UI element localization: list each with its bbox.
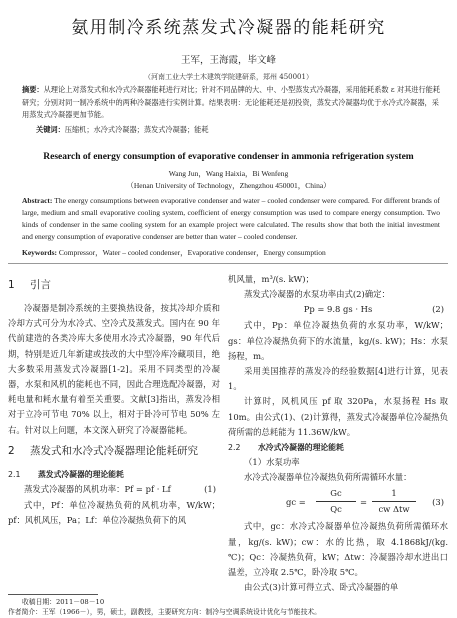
calculation-paragraph: 计算时，风机风压 pf 取 320Pa，水泵扬程 Hs 取 10m。由公式(1)、(2)计算得，蒸发式冷凝器单位冷凝热负荷所需的总耗能为 11.36W/kW。 [228,396,448,437]
fraction-bar [316,501,356,502]
equation-2-line [228,302,448,318]
pump-power-item: （1）水泵功率 [244,457,300,468]
subsection-2-1-number: 2.1 [8,469,21,479]
section-2-title: 蒸发式和水冷式冷凝器理论能耗研究 [30,444,198,457]
abstract-cn [22,84,440,122]
affiliation-en: （Henan University of Technology，Zhengzhou 450001，China） [126,181,331,190]
equation-3-equals: = [360,497,368,508]
equation-2-number: (2) [432,304,444,315]
authors-en: Wang Jun，Wang Haixia，Bi Wenfeng [168,169,289,178]
authors-cn: 王军，王海霞，毕文峰 [180,55,276,66]
abstract-cn-text: 从理论上对蒸发式和水冷式冷凝器能耗进行对比；针对不同品牌的大、中、小型蒸发式冷凝器，采用能耗系数 ε 对其进行能耗研究；分别对同一制冷系统中的两种冷凝器进行实例计算。结果表明：无论能耗还是初投资，蒸发式冷凝器均优于水冷式冷凝器，采用蒸发式冷凝器更加节能。 [22,85,441,119]
calculation-intro: 采用美国推荐的蒸发冷的经验数据[4]进行计算，见表 1。 [228,366,448,392]
keywords-cn [36,125,436,135]
equation-3-lhs: gc = [286,497,306,508]
affiliation-cn: （河南工业大学土木建筑学院建研系，郑州 450001） [144,73,313,81]
equation-3-fraction-2 [372,487,416,516]
subsection-2-1-heading [8,467,220,482]
section-2-heading [8,444,220,459]
subsection-2-1-title: 蒸发式冷凝器的理论能耗 [38,469,124,479]
abstract-en [22,195,440,243]
subsection-2-2-number: 2.2 [228,443,241,453]
subsection-2-2-title: 水冷式冷凝器的理论能耗 [258,443,344,453]
equation-1-description: 式中，Pf：单位冷凝热负荷的风机功率，W/kW；pf：风机风压，Pa；Lf：单位冷凝热负荷下的风 [8,499,220,526]
footnote-divider [8,594,98,595]
section-2-number: 2 [8,444,15,457]
equation-1: Pf = pf · Lf [124,483,171,494]
equation-2-description: 式中，Pp：单位冷凝热负荷的水泵功率，W/kW；gs：单位冷凝热负荷下的水流量，kg/(s. kW)；Hs：水泵扬程，m。 [228,320,448,361]
author-bio: 作者简介：王军（1966－），男，硕士，副教授，主要研究方向：制冷与空调系统设计优化与节能技术。 [8,608,321,616]
keywords-en [22,247,440,258]
equation-3-number: (3) [432,497,444,508]
received-date: 收稿日期：2011－08－10 [22,598,105,606]
circulating-water-intro: 水冷式冷凝器单位冷凝热负荷所需循环水量： [244,472,412,483]
intro-paragraph: 冷凝器是制冷系统的主要换热设备，按其冷却介质和冷却方式可分为水冷式、空冷式及蒸发式。国内在 90 年代前建造的各类冷库大多使用水冷式冷凝器，90 年代后期，特别是近几年新建或技改的大中型冷库冷藏项目，绝大多数采用蒸发式冷凝器[1-2]。采用不同类型的冷凝器，水泵和风机的能耗也不同，因此合理选配冷凝器，对耗电量和耗水量有着至关重要。文献[3]指出，蒸发冷相对于立冷可节电 70% 以上，相对于卧冷可节电 50% 左右。针对以上问题，本文深入研究了冷凝器能耗。 [8,303,220,435]
equation-3-numerator-2: 1 [391,488,397,499]
equation-3-fraction-1 [316,487,356,516]
equation-3-denominator-2: cw Δtw [378,504,410,515]
equation-3-description: 式中，gc：水冷式冷凝器单位冷凝热负荷所需循环水量，kg/(s. kW)；cw：水的比热，取 4.1868kJ/(kg. ℃)；Qc：冷凝热负荷，kW；Δtw：冷凝器冷却水进出口温差，立冷取 2.5℃，卧冷取 5℃。 [228,521,448,578]
equation-3-denominator-1: Qc [330,504,342,515]
equation-3-numerator-1: Gc [330,488,342,499]
section-1-title: 引言 [30,279,51,291]
fraction-bar [372,501,416,502]
paper-title-en: Research of energy consumption of evaporative condenser in ammonia refrigeration system [43,152,414,162]
fan-power-intro: 蒸发式冷凝器的风机功率： [24,483,125,494]
abstract-cn-label: 摘要： [22,85,44,94]
section-1-heading [8,278,220,293]
section-divider [8,263,448,264]
right-column [228,272,448,595]
equation-3 [228,485,448,519]
left-column [8,272,220,528]
abstract-en-label: Abstract: [22,196,53,205]
final-line: 由公式(3)计算可得立式、卧式冷凝器的单 [244,582,399,593]
paper-title-cn: 氨用制冷系统蒸发式冷凝器的能耗研究 [71,18,386,38]
keywords-en-text: Compressor，Water – cooled condenser，Evaporative condenser，Energy consumption [58,248,326,257]
equation-2: Pp = 9.8 gs · Hs [303,304,373,315]
fan-volume-continuation: 机风量，m³/(s. kW)； [228,274,314,284]
keywords-cn-text: 压缩机；水冷式冷凝器；蒸发式冷凝器；能耗 [64,125,209,134]
pump-power-intro: 蒸发式冷凝器的水泵功率由式(2)确定： [244,289,390,300]
section-1-number: 1 [8,279,15,291]
equation-1-line [8,482,220,498]
keywords-en-label: Keywords: [22,248,57,257]
subsection-2-2-heading [228,440,448,455]
equation-1-number: (1) [204,483,216,494]
abstract-en-text: The energy consumptions between evaporative condenser and water – cooled condenser were compared. For different brands of large, medium and small evaporative cooling system, coefficient of energy consumption was used to compare energy consumption. Two kinds of condenser in the same cooling system for an example project were calculated. The results show that both the initial investment and energy consumption of evaporative condenser are better than water – cooled condenser. [22,196,440,241]
keywords-cn-label: 关键词： [36,125,65,134]
